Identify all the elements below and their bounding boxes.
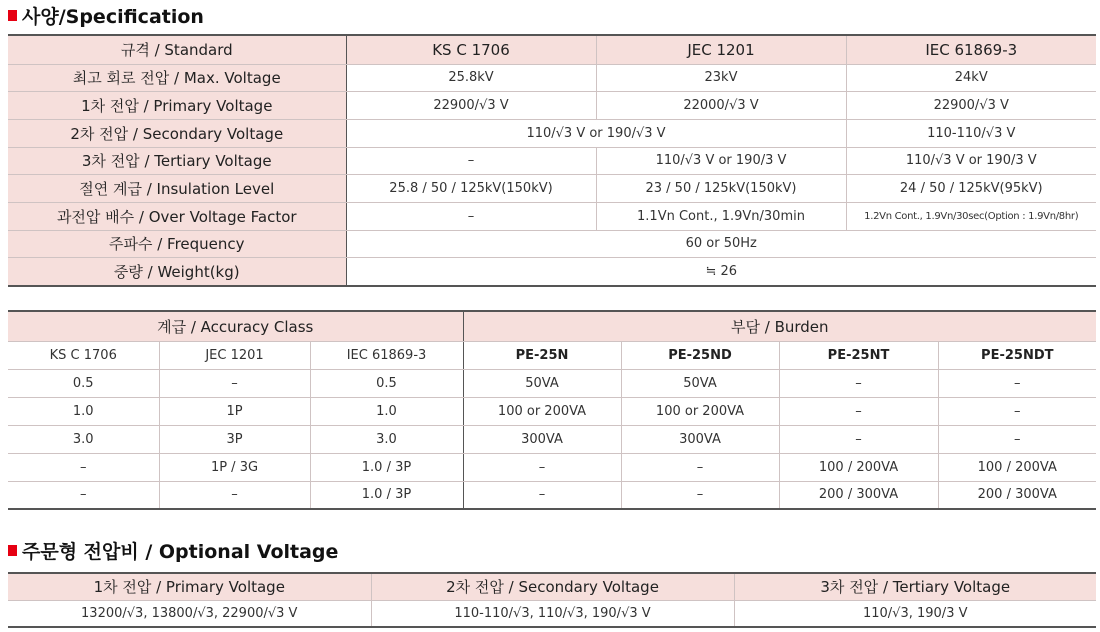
spec-title-text: 사양/Specification [22,5,204,28]
spec-row-tertiary-voltage [8,147,1096,175]
acc-cell: 50VA [463,369,621,397]
acc-cell: 200 / 300VA [779,481,938,509]
spec-cell: 22900/√3 V [346,92,596,120]
optional-title-text: 주문형 전압비 / Optional Voltage [22,540,339,563]
spec-row-frequency [8,230,1096,258]
spec-row-secondary-voltage [8,119,1096,147]
acc-cell: 1P [159,397,310,425]
spec-label: 1차 전압 / Primary Voltage [8,92,346,120]
acc-cell: – [159,481,310,509]
acc-cell: 0.5 [310,369,463,397]
spec-label: 주파수 / Frequency [8,230,346,258]
table-row [8,481,1096,509]
acc-col-ksc: KS C 1706 [8,341,159,369]
spec-label: 중량 / Weight(kg) [8,258,346,286]
acc-cell: – [779,397,938,425]
red-square-icon [8,545,17,556]
acc-column-header-row [8,341,1096,369]
spec-label: 2차 전압 / Secondary Voltage [8,119,346,147]
spec-cell-merged: 110/√3 V or 190/√3 V [346,119,846,147]
table-row [8,369,1096,397]
spec-cell: – [346,147,596,175]
acc-col-pe25nt: PE-25NT [779,341,938,369]
acc-cell: – [8,453,159,481]
spec-cell: 25.8 / 50 / 125kV(150kV) [346,175,596,203]
acc-cell: – [938,369,1096,397]
acc-cell: 100 / 200VA [779,453,938,481]
spec-label: 절연 계급 / Insulation Level [8,175,346,203]
acc-cell: 3.0 [8,425,159,453]
acc-col-pe25ndt: PE-25NDT [938,341,1096,369]
optional-voltage-table [8,572,1096,628]
spec-cell: 25.8kV [346,64,596,92]
acc-col-pe25n: PE-25N [463,341,621,369]
spec-header-jec: JEC 1201 [596,35,846,64]
spec-cell: 23kV [596,64,846,92]
spec-section-title [8,2,204,28]
spec-cell: 1.1Vn Cont., 1.9Vn/30min [596,202,846,230]
spec-row-over-voltage-factor [8,202,1096,230]
acc-cell: – [621,453,779,481]
spec-header-standard: 규격 / Standard [8,35,346,64]
opt-header-tertiary: 3차 전압 / Tertiary Voltage [734,573,1096,600]
burden-header: 부담 / Burden [463,311,1096,341]
acc-cell: 3.0 [310,425,463,453]
spec-cell: 110-110/√3 V [846,119,1096,147]
spec-cell: 110/√3 V or 190/3 V [596,147,846,175]
acc-col-pe25nd: PE-25ND [621,341,779,369]
acc-cell: – [8,481,159,509]
acc-cell: 300VA [621,425,779,453]
spec-row-insulation-level [8,175,1096,203]
specification-table [8,34,1096,287]
opt-values-row [8,600,1096,627]
opt-header-secondary: 2차 전압 / Secondary Voltage [371,573,734,600]
acc-cell: 300VA [463,425,621,453]
opt-value-tertiary: 110/√3, 190/3 V [734,600,1096,627]
acc-cell: 3P [159,425,310,453]
red-square-icon [8,10,17,21]
opt-value-primary: 13200/√3, 13800/√3, 22900/√3 V [8,600,371,627]
acc-cell: 1P / 3G [159,453,310,481]
acc-cell: – [621,481,779,509]
acc-cell: 1.0 / 3P [310,453,463,481]
acc-cell: 100 / 200VA [938,453,1096,481]
spec-cell: 22000/√3 V [596,92,846,120]
acc-cell: – [159,369,310,397]
table-row [8,397,1096,425]
acc-cell: – [779,369,938,397]
spec-cell: – [346,202,596,230]
spec-cell: 23 / 50 / 125kV(150kV) [596,175,846,203]
acc-cell: – [938,397,1096,425]
acc-col-iec: IEC 61869-3 [310,341,463,369]
spec-row-primary-voltage [8,92,1096,120]
acc-col-jec: JEC 1201 [159,341,310,369]
spec-cell-merged: ≒ 26 [346,258,1096,286]
table-row [8,425,1096,453]
acc-cell: 1.0 / 3P [310,481,463,509]
spec-header-iec: IEC 61869-3 [846,35,1096,64]
acc-cell: – [938,425,1096,453]
opt-header-row [8,573,1096,600]
acc-cell: 100 or 200VA [621,397,779,425]
spec-label: 최고 회로 전압 / Max. Voltage [8,64,346,92]
acc-cell: – [779,425,938,453]
accuracy-class-header: 계급 / Accuracy Class [8,311,463,341]
spec-cell: 24 / 50 / 125kV(95kV) [846,175,1096,203]
acc-cell: 50VA [621,369,779,397]
acc-cell: 0.5 [8,369,159,397]
spec-cell: 110/√3 V or 190/3 V [846,147,1096,175]
optional-section-title [8,537,338,563]
spec-cell: 22900/√3 V [846,92,1096,120]
acc-cell: – [463,453,621,481]
acc-cell: 100 or 200VA [463,397,621,425]
acc-cell: 200 / 300VA [938,481,1096,509]
opt-header-primary: 1차 전압 / Primary Voltage [8,573,371,600]
spec-row-weight [8,258,1096,286]
acc-cell: 1.0 [8,397,159,425]
spec-header-ksc: KS C 1706 [346,35,596,64]
spec-label: 과전압 배수 / Over Voltage Factor [8,202,346,230]
spec-cell: 24kV [846,64,1096,92]
acc-cell: – [463,481,621,509]
opt-value-secondary: 110-110/√3, 110/√3, 190/√3 V [371,600,734,627]
acc-cell: 1.0 [310,397,463,425]
accuracy-burden-table [8,310,1096,510]
spec-row-max-voltage [8,64,1096,92]
acc-group-header-row [8,311,1096,341]
spec-cell-merged: 60 or 50Hz [346,230,1096,258]
spec-label: 3차 전압 / Tertiary Voltage [8,147,346,175]
spec-header-row [8,35,1096,64]
table-row [8,453,1096,481]
spec-cell: 1.2Vn Cont., 1.9Vn/30sec(Option : 1.9Vn/8hr) [846,202,1096,230]
